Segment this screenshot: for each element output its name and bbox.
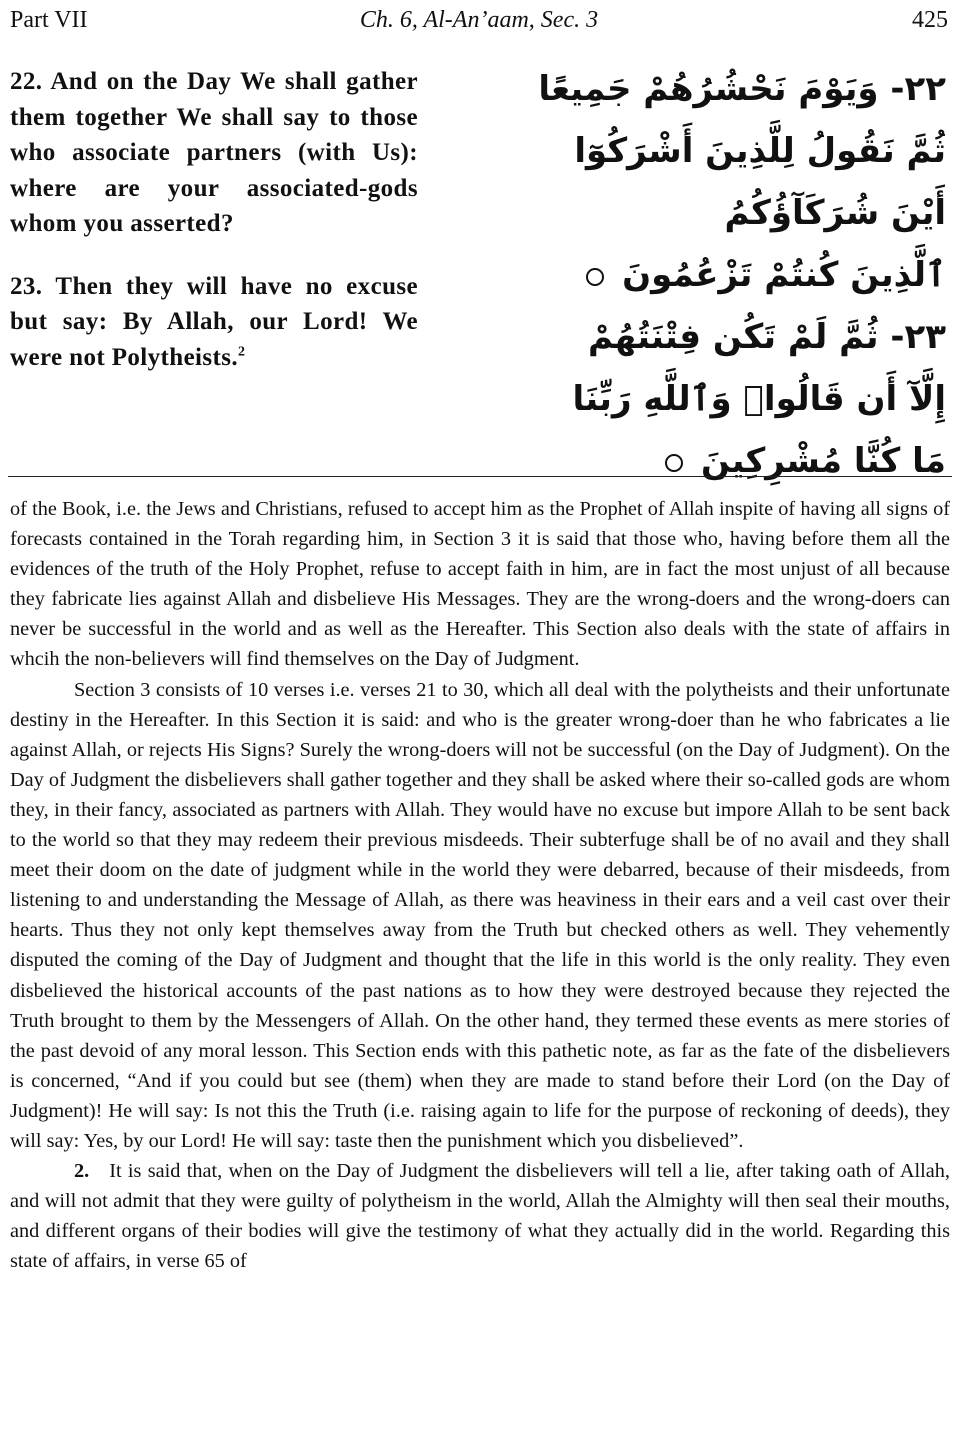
arabic-verse-22-line-1: ٢٢- وَيَوْمَ نَحْشُرُهُمْ جَمِيعًا	[538, 69, 946, 109]
part-label: Part VII	[10, 7, 88, 33]
arabic-verse-22-line-3: أَيْنَ شُرَكَآؤُكُمُ	[724, 193, 946, 233]
arabic-verses	[538, 58, 946, 492]
commentary-paragraph-1: of the Book, i.e. the Jews and Christians, refused to accept him as the Prophet of Allah inspite of having all signs of forecasts contained in the Torah regarding him, in Section 3 it is said that those who, having before them all the evidences of the truth of the Holy Prophet, refuse to accept faith in him, are in fact the most unjust of all because they fabricate lies against Allah and disbelieve His Messages. They are the wrong-doers and the wrong-doers can never be successful in the world and as well as the Hereafter. This Section also deals with the state of affairs in whcih the non-believers will find themselves on the Day of Judgment.	[10, 498, 950, 671]
footnote-marker: 2	[238, 344, 246, 360]
commentary-paragraph-2: Section 3 consists of 10 verses i.e. verses 21 to 30, which all deal with the polytheists and their unfortunate destiny in the Hereafter. In this Section it is said: and who is the greater wrong-doer than he who fabricates a lie against Allah, or rejects His Signs? Surely the wrong-doers will not be successful (on the Day of Judgment). On the Day of Judgment the disbelievers shall gather together and they shall be asked where their so-called gods are whom they, in their fancy, associated as partners with Allah. They would have no excuse but impore Allah to be sent back to the world so that they may redeem their previous misdeeds. Their subterfuge shall be of no avail and they shall meet their doom on the date of judgment while in the world they were debarred, because of their misdeeds, from listening to and understanding the Message of Allah, as there was heaviness in their ears and a veil cast over their hearts. Thus they not only kept themselves away from the Truth but checked others as well. They vehemently disputed the coming of the Day of Judgment and thought that the life in this world is the only reality. They even disbelieved the historical accounts of the past nations as to how they were destroyed because they rejected the Truth brought to them by the Messengers of Allah. On the other hand, they termed these events as mere stories of the past devoid of any moral lesson. This Section ends with this pathetic note, as far as the fate of the disbelievers is concerned, “And if you could but see (them) when they are made to stand before their Lord (on the Day of Judgment)! He will say: Is not this the Truth (i.e. raising again to life for the purpose of reckoning of deeds), they will say: Yes, by our Lord! He will say: taste then the punishment which you disbelieved”.	[10, 678, 950, 1152]
verse-end-ring-icon	[586, 268, 604, 286]
arabic-verse-22-line-4	[566, 244, 946, 306]
commentary	[10, 494, 950, 1276]
arabic-verse-23-line-3	[566, 430, 946, 492]
section-divider	[8, 476, 952, 477]
arabic-verse-22-line-4-text: ٱلَّذِينَ كُنتُمْ تَزْعُمُونَ	[622, 255, 946, 295]
arabic-verse-23-line-2: إِلَّآ أَن قَالُوا۟ وَٱللَّهِ رَبِّنَا	[572, 379, 946, 419]
verse-23-translation	[10, 269, 418, 376]
arabic-verse-23-line-1: ٢٣- ثُمَّ لَمْ تَكُن فِتْنَتُهُمْ	[588, 317, 946, 357]
page-number: 425	[912, 7, 948, 33]
arabic-verse-22-line-2: ثُمَّ نَقُولُ لِلَّذِينَ أَشْرَكُوٓا	[574, 131, 946, 171]
footnote-text: It is said that, when on the Day of Judgment the disbelievers will tell a lie, after taking oath of Allah, and will not admit that they were guilty of polytheism in the world, Allah the Almighty will then seal their mouths, and different organs of their bodies will give the testimony of what they actually did in the world. Regarding this state of affairs, in verse 65 of	[10, 1160, 950, 1273]
verse-22-translation	[10, 64, 418, 242]
running-header	[10, 4, 948, 40]
footnote-2	[10, 1156, 950, 1276]
arabic-verse-23-line-3-text: مَا كُنَّا مُشْرِكِينَ	[701, 441, 946, 481]
verse-23-text: 23. Then they will have no excuse but say: By Allah, our Lord! We were not Polytheists.	[10, 272, 418, 371]
verse-22-text: 22. And on the Day We shall gather them together We shall say to those who associate partners (with Us): where are your associated-gods whom you asserted?	[10, 68, 418, 237]
chapter-title: Ch. 6, Al-An’aam, Sec. 3	[359, 7, 599, 33]
footnote-number: 2.	[74, 1160, 90, 1183]
verse-end-ring-icon	[665, 454, 683, 472]
english-verses	[10, 64, 418, 402]
